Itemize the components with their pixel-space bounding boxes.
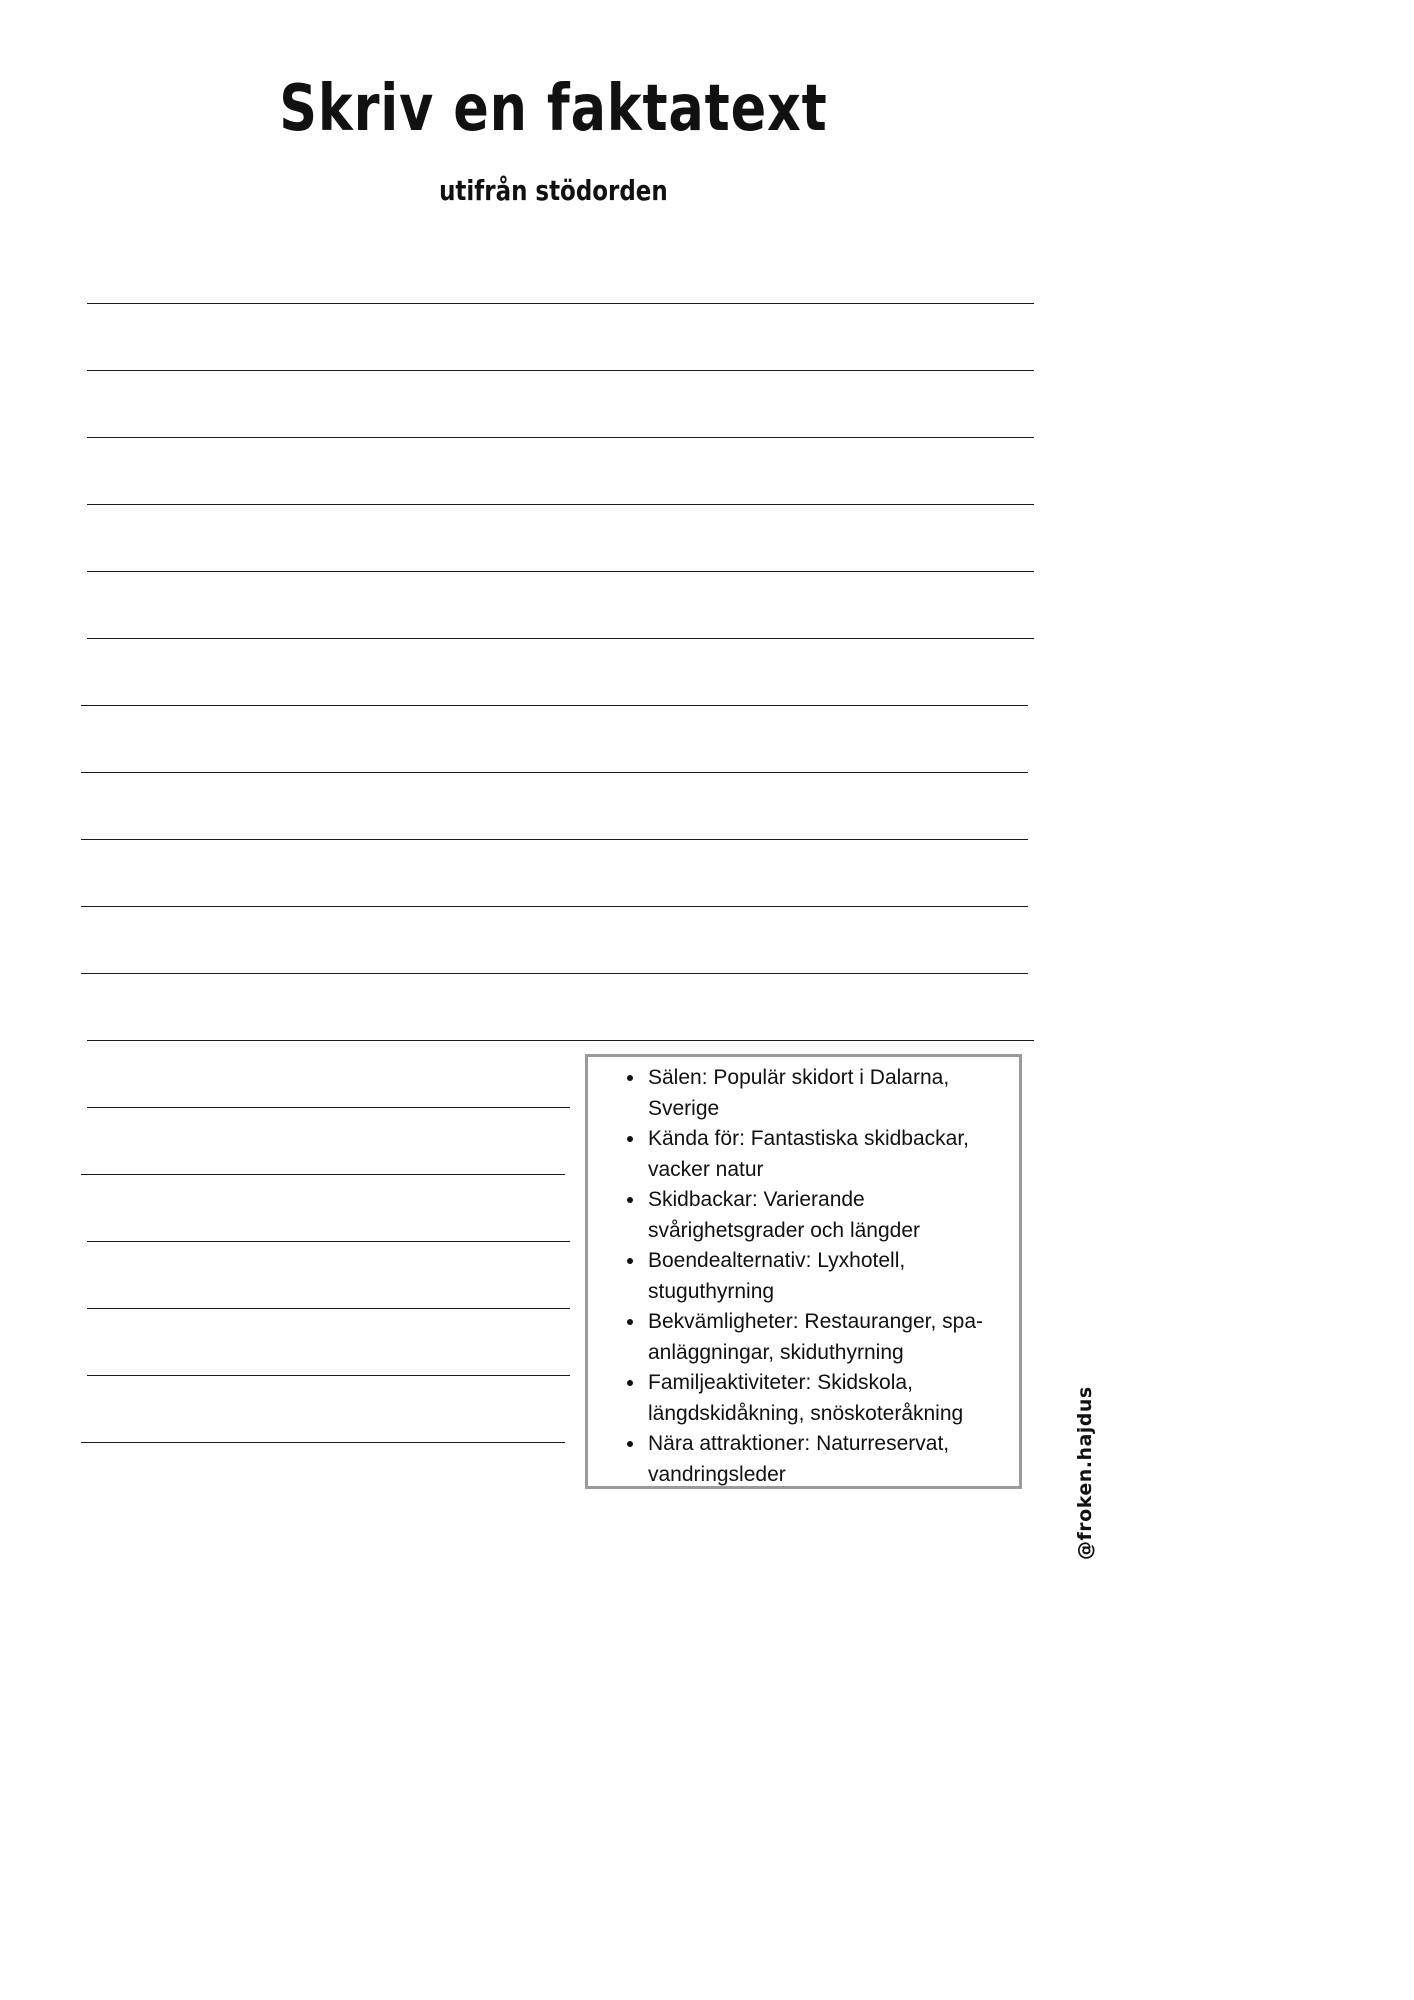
writing-line[interactable] [81,1174,565,1175]
writing-line[interactable] [87,571,1034,572]
keyword-item: • Skidbackar: Varierande svårighetsgrader och längder [646,1185,1009,1246]
writing-line[interactable] [87,1241,570,1242]
writing-line[interactable] [87,437,1034,438]
writing-line[interactable] [81,973,1028,974]
page-title: Skriv en faktatext [279,72,828,146]
keyword-list [588,1063,1009,1490]
writing-line[interactable] [87,504,1034,505]
writing-line[interactable] [81,839,1028,840]
writing-line[interactable] [87,1040,1034,1041]
keyword-item: • Familjeaktiviteter: Skidskola, längdskidåkning, snöskoteråkning [646,1368,1009,1429]
author-handle: @froken.hajdus [1074,1386,1096,1560]
writing-line[interactable] [81,772,1028,773]
writing-line[interactable] [87,303,1034,304]
keyword-item: • Kända för: Fantastiska skidbackar, vacker natur [646,1124,1009,1185]
keyword-item: • Boendealternativ: Lyxhotell, stuguthyrning [646,1246,1009,1307]
keyword-item: • Bekvämligheter: Restauranger, spa-anläggningar, skiduthyrning [646,1307,1009,1368]
writing-line[interactable] [87,1375,570,1376]
writing-line[interactable] [87,1107,570,1108]
writing-line[interactable] [87,1308,570,1309]
writing-line[interactable] [87,370,1034,371]
writing-line[interactable] [87,638,1034,639]
page-subtitle: utifrån stödorden [439,174,668,207]
keyword-item: • Nära attraktioner: Naturreservat, vandringsleder [646,1429,1009,1490]
keyword-box [585,1054,1022,1489]
writing-line[interactable] [81,705,1028,706]
writing-line[interactable] [81,1442,565,1443]
keyword-item: • Sälen: Populär skidort i Dalarna, Sverige [646,1063,1009,1124]
writing-line[interactable] [81,906,1028,907]
